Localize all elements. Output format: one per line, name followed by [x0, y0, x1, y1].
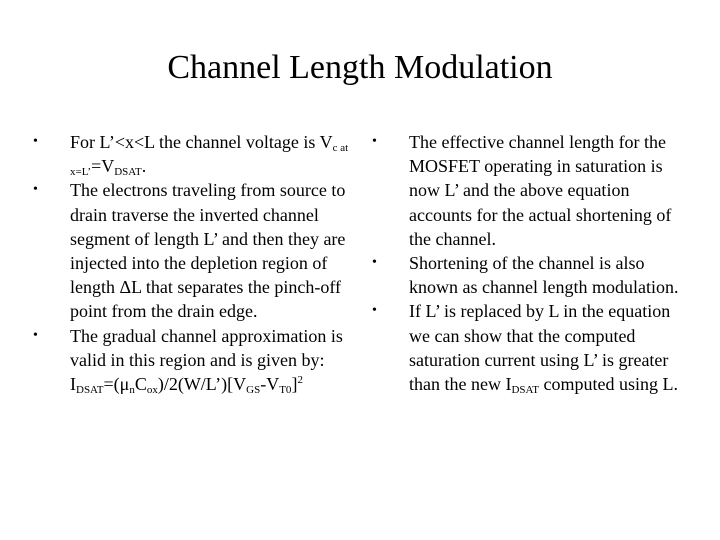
slide-title: Channel Length Modulation — [167, 49, 553, 86]
bullet-text: . — [141, 156, 147, 177]
list-item — [369, 130, 691, 251]
left-bullet-list — [30, 130, 352, 396]
equation-part: I — [70, 374, 76, 395]
superscript: 2 — [297, 374, 303, 387]
bullet-text: If L’ is replaced by L in the equation we can show that the computed saturation current using L’ is greater than the new I — [409, 301, 671, 395]
list-item — [30, 324, 352, 397]
list-item — [30, 130, 352, 178]
list-item — [369, 251, 691, 299]
bullet-icon: • — [33, 134, 38, 149]
subscript: c at x=L’ — [70, 142, 349, 179]
bullet-icon: • — [33, 182, 38, 198]
bullet-text: For L’<x<L the channel voltage is V — [70, 132, 333, 152]
right-column — [369, 130, 691, 396]
bullet-icon: • — [33, 327, 38, 343]
subscript: ox — [146, 384, 158, 397]
subscript: T0 — [279, 384, 292, 397]
bullet-text: computed using L. — [538, 374, 678, 395]
bullet-text: The effective channel length for the MOSFET operating in saturation is now L’ and the above equation accounts for the actual shortening of the channel. — [409, 132, 672, 249]
equation-part: -V — [260, 374, 280, 395]
equation — [70, 374, 303, 397]
bullet-icon: • — [372, 134, 377, 149]
list-item — [30, 178, 352, 323]
subscript: DSAT — [76, 384, 104, 397]
left-column — [30, 130, 352, 396]
subscript: GS — [246, 384, 261, 397]
bullet-icon: • — [372, 303, 377, 319]
equation-part: =(μ — [103, 374, 130, 395]
bullet-text: The electrons traveling from source to drain traverse the inverted channel segment of length L’ and then they are injected into the depletion region of length ΔL that separates the pinch-off point from the drain edge. — [70, 180, 346, 322]
subscript: DSAT — [511, 384, 539, 397]
right-bullet-list — [369, 130, 691, 396]
list-item — [369, 299, 691, 396]
equation-part: )/2(W/L’)[V — [157, 374, 247, 395]
bullet-text: Shortening of the channel is also known as channel length modulation. — [409, 253, 679, 298]
equation-part: ] — [291, 374, 298, 395]
bullet-icon: • — [372, 255, 377, 271]
bullet-text: =V — [91, 156, 115, 177]
bullet-text: The gradual channel approximation is valid in this region and is given by: — [70, 325, 343, 370]
equation-part: C — [134, 374, 147, 395]
subscript: n — [129, 384, 135, 397]
subscript: DSAT — [114, 166, 142, 179]
